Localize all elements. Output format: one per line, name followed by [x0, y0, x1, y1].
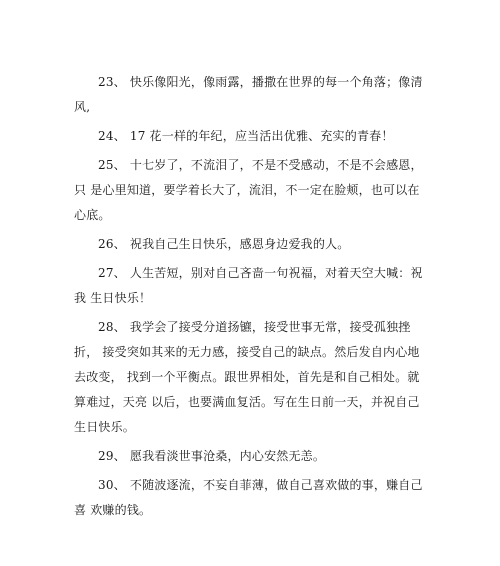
item-number: 27、 [98, 266, 126, 280]
item-text: 十七岁了，不流泪了，不是不受感动，不是不会感恩，只 是心里知道，要学着长大了，流泪，不一定在脸颊，也可以在心底。 [74, 158, 423, 222]
item-text: 我学会了接受分道扬镳，接受世事无常，接受孤独挫折， 接受突如其来的无力感，接受自己的缺点。然后发自内心地去改变， 找到一个平衡点。跟世界相处，首先是和自己相处。就算难过，天亮 以后，也要满血复活。写在生日前一天，并祝自己生日快乐。 [74, 320, 420, 434]
item-text: 愿我看淡世事沧桑，内心安然无恙。 [129, 449, 326, 463]
item-text: 快乐像阳光，像雨露，播撒在世界的每一个角落；像清风, [74, 75, 423, 114]
item-text: 不随波逐流，不妄自菲薄，做自己喜欢做的事，赚自己喜 欢赚的钱。 [74, 478, 423, 517]
paragraph-30 [74, 473, 426, 523]
item-number: 28、 [98, 320, 126, 334]
paragraph-24 [74, 124, 426, 149]
paragraph-28 [74, 315, 426, 440]
item-text: 祝我自己生日快乐，感恩身边爱我的人。 [129, 237, 350, 251]
paragraph-29 [74, 444, 426, 469]
item-text: 17 花一样的年纪，应当活出优雅、充实的青春！ [129, 129, 394, 143]
paragraph-27 [74, 261, 426, 311]
document-body [74, 70, 426, 527]
paragraph-23 [74, 70, 426, 120]
item-number: 24、 [98, 129, 126, 143]
item-number: 30、 [98, 478, 126, 492]
paragraph-25 [74, 153, 426, 228]
paragraph-26 [74, 232, 426, 257]
item-number: 23、 [98, 75, 126, 89]
item-text: 人生苦短，别对自己吝啬一句祝福，对着天空大喊：祝我 生日快乐！ [74, 266, 423, 305]
item-number: 25、 [98, 158, 126, 172]
item-number: 29、 [98, 449, 126, 463]
item-number: 26、 [98, 237, 126, 251]
